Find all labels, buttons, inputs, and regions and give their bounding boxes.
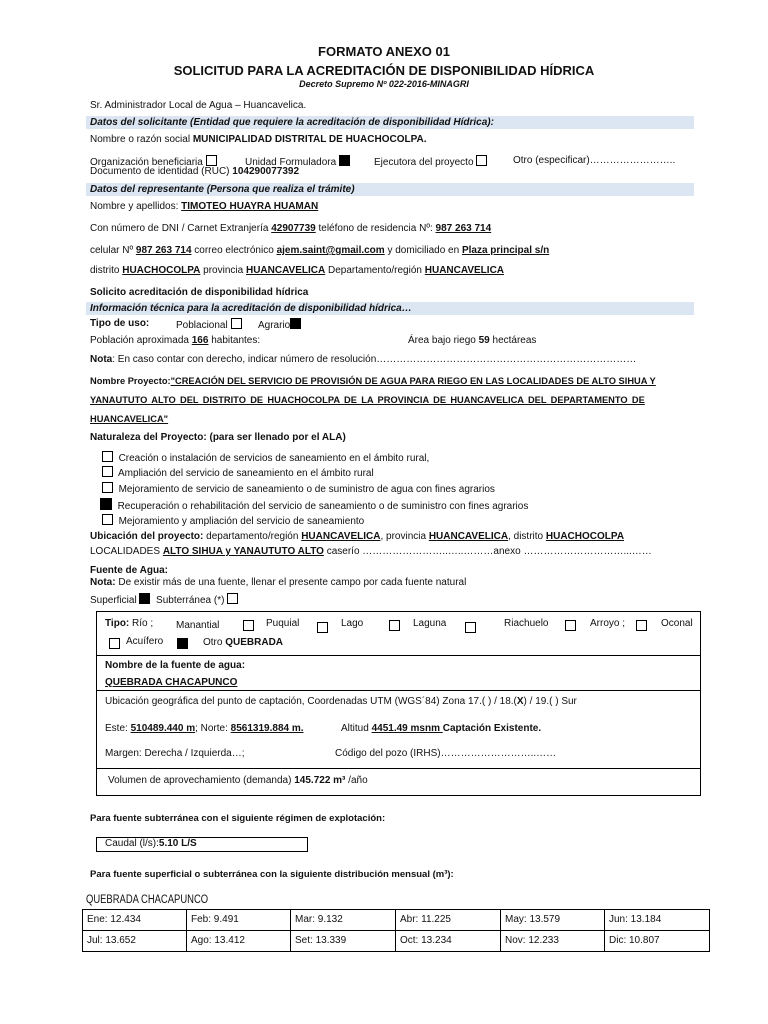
type-stream-checkbox[interactable] <box>565 620 576 631</box>
type-label: Tipo: <box>105 618 130 629</box>
decree-reference: Decreto Supremo Nº 022-2016-MINAGRI <box>299 79 469 89</box>
table-column-divider <box>290 909 291 952</box>
other-option: Otro (especificar)…………………….. <box>513 155 676 166</box>
executor-checkbox[interactable] <box>476 155 487 166</box>
population-value: 166 <box>191 335 209 346</box>
utm-row: Ubicación geográfica del punto de captación, Coordenadas UTM (WGS´84) Zona 17.( ) / 18.(X) / 19.( ) Sur <box>105 696 577 707</box>
water-source-title: Fuente de Agua: <box>90 565 168 576</box>
well-code-row: Código del pozo (IRHS)………………………..…… <box>335 748 557 759</box>
use-agrarian-option: Agrario <box>258 318 301 332</box>
use-type-label: Tipo de uso: <box>90 318 150 329</box>
type-spring: Manantial <box>176 620 220 631</box>
table-column-divider <box>186 909 187 952</box>
type-stream: Riachuelo <box>504 618 549 629</box>
altitude-row: Altitud 4451.49 msnm Captación Existente. <box>341 723 542 734</box>
org-beneficiary-checkbox[interactable] <box>206 155 217 166</box>
localities-row: LOCALIDADES ALTO SIHUA y YANAUTUTO ALTO caserío ……………………..…..………anexo …………………………...…… <box>90 546 652 557</box>
nature-option-1-checkbox[interactable] <box>102 451 113 462</box>
request-title: Solicito acreditación de disponibilidad hídrica <box>90 287 309 298</box>
rep-dni-row: Con número de DNI / Carnet Extranjería 42907739 teléfono de residencia Nº: 987 263 714 <box>90 223 492 234</box>
table-column-divider <box>604 909 605 952</box>
source-name-label: Nombre de la fuente de agua: <box>105 660 246 671</box>
volume-value: 145.722 m³ <box>294 775 346 786</box>
location-district: HUACHOCOLPA <box>545 531 625 542</box>
nature-option-3: Mejoramiento de servicio de saneamiento o de suministro de agua con fines agrarios <box>102 482 495 496</box>
month-aug: Ago: 13.412 <box>191 935 245 946</box>
rep-department: HUANCAVELICA <box>424 265 505 276</box>
month-jun: Jun: 13.184 <box>609 914 662 925</box>
type-puquial: Puquial <box>266 618 300 629</box>
monthly-title: Para fuente superficial o subterránea con la siguiente distribución mensual (m³): <box>90 869 454 880</box>
localities-value: ALTO SIHUA y YANAUTUTO ALTO <box>162 546 324 557</box>
type-brook-checkbox[interactable] <box>636 620 647 631</box>
type-river: Río ; <box>132 618 154 629</box>
month-feb: Feb: 9.491 <box>191 914 239 925</box>
location-province: HUANCAVELICA <box>428 531 509 542</box>
type-aquifer: Acuífero <box>126 636 164 647</box>
rep-phone: 987 263 714 <box>435 223 492 234</box>
nature-option-3-checkbox[interactable] <box>102 482 113 493</box>
nature-option-2-checkbox[interactable] <box>102 466 113 477</box>
nature-option-1: Creación o instalación de servicios de saneamiento en el ámbito rural, <box>102 451 429 465</box>
month-mar: Mar: 9.132 <box>295 914 343 925</box>
project-name-line2: YANAUTUTO ALTO DEL DISTRITO DE HUACHOCOLPA DE LA PROVINCIA DE HUANCAVELICA DEL DEPARTAMENTO DE <box>90 395 645 405</box>
rep-province: HUANCAVELICA <box>245 265 326 276</box>
project-name-line3: HUANCAVELICA" <box>90 414 169 424</box>
divider <box>96 690 701 691</box>
form-subtitle: SOLICITUD PARA LA ACREDITACIÓN DE DISPONIBILIDAD HÍDRICA <box>173 63 595 78</box>
type-other-value: QUEBRADA <box>225 637 284 648</box>
type-brook: Arroyo ; <box>590 618 626 629</box>
north-coordinate: 8561319.884 m. <box>230 723 304 734</box>
project-location-row: Ubicación del proyecto: departamento/región HUANCAVELICA, provincia HUANCAVELICA, distrito HUACHOCOLPA <box>90 531 625 542</box>
representative-section-title: Datos del representante (Persona que realiza el trámite) <box>90 184 355 195</box>
rep-contact-row: celular Nº 987 263 714 correo electrónico ajem.saint@gmail.com y domiciliado en Plaza principal s/n <box>90 245 550 256</box>
divider <box>96 768 701 769</box>
utm-zone-mark: X <box>516 696 524 707</box>
unit-formulator-checkbox[interactable] <box>339 155 350 166</box>
month-jan: Ene: 12.434 <box>87 914 141 925</box>
altitude-value: 4451.49 msnm <box>371 723 443 734</box>
rep-email: ajem.saint@gmail.com <box>276 245 385 256</box>
nature-option-5-checkbox[interactable] <box>102 514 113 525</box>
type-lake: Lago <box>341 618 364 629</box>
month-jul: Jul: 13.652 <box>87 935 136 946</box>
flow-value: 5.10 L/S <box>158 838 197 849</box>
applicant-section-title: Datos del solicitante (Entidad que requiere la acreditación de disponibilidad Hídrica): <box>90 117 494 128</box>
rep-address: Plaza principal s/n <box>461 245 550 256</box>
nature-option-4: Recuperación o rehabilitación del servicio de saneamiento o de suministro con fines agrarios <box>100 498 528 513</box>
rep-name: TIMOTEO HUAYRA HUAMAN <box>181 201 319 212</box>
type-oconal: Oconal <box>661 618 693 629</box>
surface-checkbox[interactable] <box>139 593 150 604</box>
month-nov: Nov: 12.233 <box>505 935 559 946</box>
month-apr: Abr: 11.225 <box>400 914 451 925</box>
east-coordinate: 510489.440 m <box>130 723 196 734</box>
underground-checkbox[interactable] <box>227 593 238 604</box>
rep-name-row: Nombre y apellidos: TIMOTEO HUAYRA HUAMAN <box>90 201 319 212</box>
project-name: "CREACIÓN DEL SERVICIO DE PROVISIÓN DE AGUA PARA RIEGO EN LAS LOCALIDADES DE ALTO SIHUA Y <box>170 376 656 386</box>
margin-row: Margen: Derecha / Izquierda…; <box>105 748 245 759</box>
type-lake-checkbox[interactable] <box>389 620 400 631</box>
tech-info-section-title: Información técnica para la acreditación de disponibilidad hídrica… <box>90 303 412 314</box>
table-row-divider <box>82 930 710 931</box>
use-population-checkbox[interactable] <box>231 318 242 329</box>
irrigated-area-value: 59 <box>478 335 490 346</box>
project-name-line1: Nombre Proyecto:"CREACIÓN DEL SERVICIO DE PROVISIÓN DE AGUA PARA RIEGO EN LAS LOCALIDADES DE ALTO SIHUA Y <box>90 376 656 386</box>
unit-formulator-option: Unidad Formuladora <box>245 155 350 169</box>
month-dec: Dic: 10.807 <box>609 935 660 946</box>
source-name: QUEBRADA CHACAPUNCO <box>105 677 238 688</box>
use-population-option: Poblacional <box>176 318 242 332</box>
table-column-divider <box>500 909 501 952</box>
month-may: May: 13.579 <box>505 914 561 925</box>
water-source-note: Nota: De existir más de una fuente, llenar el presente campo por cada fuente natural <box>90 577 467 588</box>
executor-option: Ejecutora del proyecto <box>374 155 487 169</box>
coordinates-row: Este: 510489.440 m; Norte: 8561319.884 m. <box>105 723 304 734</box>
type-lagoon-checkbox[interactable] <box>465 622 476 633</box>
capture-status: Captación Existente. <box>442 723 542 734</box>
type-aquifer-checkbox[interactable] <box>109 638 120 649</box>
applicant-name: MUNICIPALIDAD DISTRITAL DE HUACHOCOLPA. <box>192 134 427 145</box>
type-lagoon: Laguna <box>413 618 447 629</box>
nature-title: Naturaleza del Proyecto: (para ser llenado por el ALA) <box>90 432 346 443</box>
ruc-value: 104290077392 <box>232 166 300 177</box>
volume-row: Volumen de aprovechamiento (demanda) 145.722 m³ /año <box>108 775 368 786</box>
rep-district: HUACHOCOLPA <box>122 265 201 276</box>
org-beneficiary-option: Organización beneficiaria <box>90 155 217 169</box>
nature-option-5: Mejoramiento y ampliación del servicio de saneamiento <box>102 514 364 528</box>
irrigated-area-row: Área bajo riego 59 hectáreas <box>408 335 537 346</box>
type-other-checkbox[interactable] <box>177 638 188 649</box>
addressee: Sr. Administrador Local de Agua – Huancavelica. <box>90 100 307 111</box>
rep-dni: 42907739 <box>271 223 316 234</box>
rep-cell: 987 263 714 <box>135 245 192 256</box>
source-kind-row: Superficial Subterránea (*) <box>90 593 238 607</box>
form-title: FORMATO ANEXO 01 <box>318 44 450 59</box>
nature-option-2: Ampliación del servicio de saneamiento en el ámbito rural <box>102 466 374 480</box>
note-row: Nota: En caso contar con derecho, indicar número de resolución…………………………………………………………………… <box>90 354 637 365</box>
month-oct: Oct: 13.234 <box>400 935 452 946</box>
type-other: Otro QUEBRADA <box>203 637 284 648</box>
flow-row: Caudal (l/s):5.10 L/S <box>105 838 197 849</box>
underground-title: Para fuente subterránea con el siguiente régimen de explotación: <box>90 813 386 824</box>
nature-option-4-checkbox[interactable] <box>100 498 112 510</box>
divider <box>96 655 701 656</box>
table-column-divider <box>395 909 396 952</box>
month-sep: Set: 13.339 <box>295 935 347 946</box>
location-department: HUANCAVELICA <box>301 531 381 542</box>
use-agrarian-checkbox[interactable] <box>290 318 301 329</box>
type-puquial-checkbox[interactable] <box>317 622 328 633</box>
monthly-source-name: QUEBRADA CHACAPUNCO <box>86 894 209 906</box>
applicant-name-row: Nombre o razón social MUNICIPALIDAD DISTRITAL DE HUACHOCOLPA. <box>90 134 427 145</box>
type-spring-checkbox[interactable] <box>243 620 254 631</box>
population-row: Población aproximada 166 habitantes: <box>90 335 261 346</box>
rep-location-row: distrito HUACHOCOLPA provincia HUANCAVELICA Departamento/región HUANCAVELICA <box>90 265 505 276</box>
ruc-row: Documento de identidad (RUC) 104290077392 <box>90 166 300 177</box>
